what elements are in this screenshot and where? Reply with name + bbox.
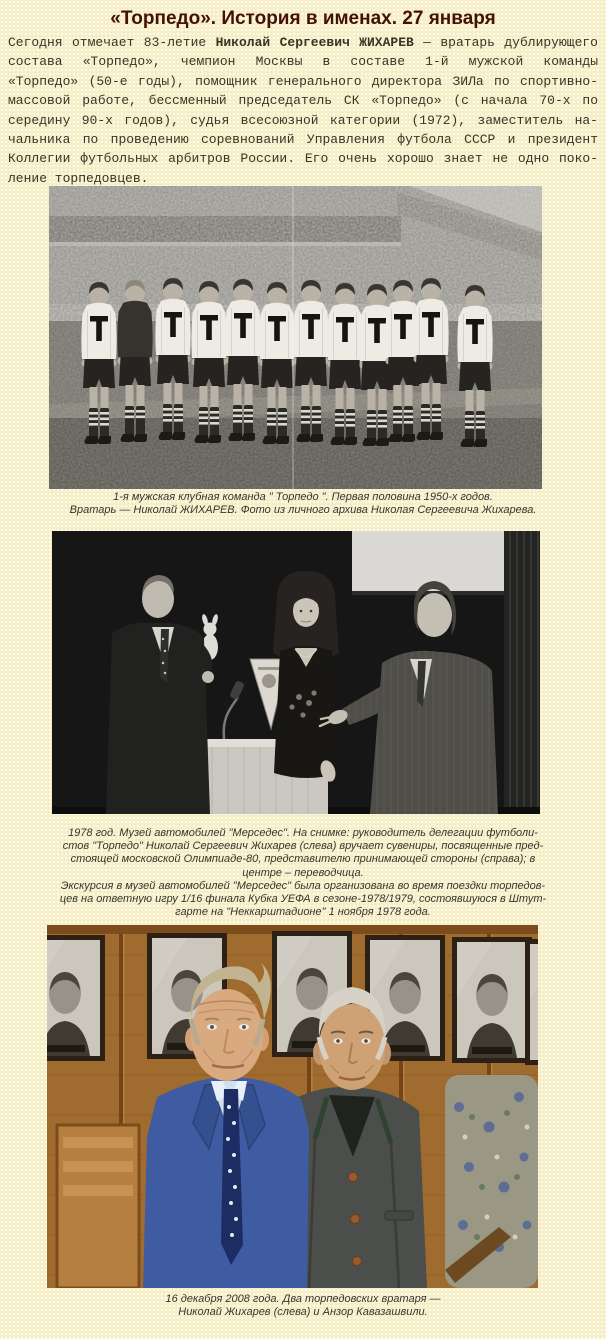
team-photo-1950s-image — [49, 186, 542, 489]
caption-mercedes-photo: 1978 год. Музей автомобилей "Мерседес". На снимке: руководитель делегации футболи- стов "Торпедо" Николай Сергеевич Жихарев (слева) вручает сувениры, посвященные пред- стоящей московской Олимпиаде-80, представителю принимающей стороны (справа); в центре – переводчица. Экскурсия в музей автомобилей "Мерседес" была организована во время поездки торпедов- цев на ответную игру 1/16 финала Кубка УЕФА в сезоне-1978/1979, состоявшуюся в Штут- гарте на "Неккарштадионе" 1 ноября 1978 года. — [59, 827, 547, 919]
intro-line: состава «Торпедо», чемпион Москвы в составе 1-й мужской команды — [8, 54, 598, 70]
intro-line: Сегодня отмечает 83-летие Николай Сергеевич ЖИХАРЕВ — вратарь дублирующего — [8, 35, 598, 50]
intro-line: середину 90-х годов), судья всесоюзной категории (1972), заместитель на- — [8, 112, 598, 128]
intro-line: чальника по проведению соревнований Управления футбола СССР и президент — [8, 132, 598, 148]
goalkeepers-2008-image — [47, 925, 538, 1288]
caption-team-photo: 1-я мужская клубная команда " Торпедо ". Первая половина 1950-х годов. Вратарь — Николай ЖИХАРЕВ. Фото из личного архива Николая Сергеевича Жихарева. — [69, 491, 537, 517]
mercedes-museum-1978-image — [52, 531, 540, 814]
team-photo-1950s — [49, 186, 542, 489]
page-title: «Торпедо». История в именах. 27 января — [110, 8, 496, 29]
mercedes-museum-1978-photo — [52, 531, 540, 814]
intro-line: Коллегии футбольных арбитров России. Его очень хорошо знает не одно поко- — [8, 151, 598, 167]
intro-line: ление торпедовцев. — [8, 170, 149, 186]
goalkeepers-2008-photo — [47, 925, 538, 1288]
intro-line: «Торпедо» (50-е годы), помощник генерального директора ЗИЛа по спортивно- — [8, 73, 598, 89]
intro-line: массовой работе, бессменный председатель СК «Торпедо» (с начала 70-х по — [8, 93, 598, 109]
caption-goalkeepers-photo: 16 декабря 2008 года. Два торпедовских вратаря — Николай Жихарев (слева) и Анзор Кавазашвили. — [165, 1293, 441, 1319]
intro-paragraph — [8, 33, 598, 188]
person-name: Николай Сергеевич ЖИХАРЕВ — [215, 35, 414, 50]
